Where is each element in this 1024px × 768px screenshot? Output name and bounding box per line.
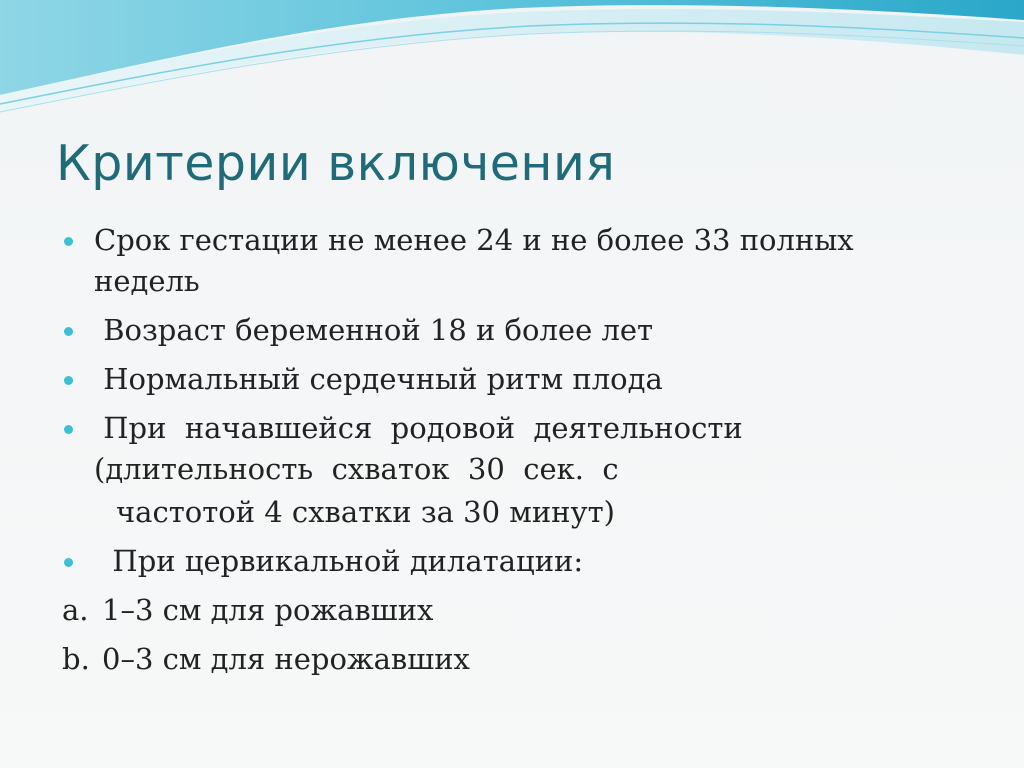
bullet-dot-icon bbox=[64, 237, 73, 246]
list-item bbox=[62, 408, 962, 490]
list-item-continuation: частотой 4 схватки за 30 минут) bbox=[116, 495, 615, 529]
bullet-dot-icon bbox=[64, 558, 73, 567]
bullet-dot-icon bbox=[64, 425, 73, 434]
list-item-text: Нормальный сердечный ритм плода bbox=[94, 362, 663, 396]
list-item bbox=[62, 310, 962, 351]
list-item bbox=[62, 541, 962, 582]
slide-title: Критерии включения bbox=[56, 135, 616, 192]
bullet-dot-icon bbox=[64, 327, 73, 336]
sub-item-text: 0–3 см для нерожавших bbox=[102, 642, 470, 676]
list-item bbox=[62, 220, 962, 302]
list-item-text: Срок гестации не менее 24 и не более 33 полных недель bbox=[94, 223, 854, 298]
bullet-dot-icon bbox=[64, 376, 73, 385]
sub-item-text: 1–3 см для рожавших bbox=[102, 593, 434, 627]
sub-item bbox=[62, 639, 962, 680]
header-wave-decoration bbox=[0, 0, 1024, 120]
list-item-text: При цервикальной дилатации: bbox=[94, 544, 584, 578]
list-item-text: При начавшейся родовой деятельности (длительность схваток 30 сек. с bbox=[94, 411, 752, 486]
list-item-text: Возраст беременной 18 и более лет bbox=[94, 313, 654, 347]
list-item bbox=[62, 359, 962, 400]
sub-item-marker: a. bbox=[62, 593, 89, 627]
criteria-list bbox=[62, 220, 962, 688]
sub-item bbox=[62, 590, 962, 631]
sub-item-marker: b. bbox=[62, 642, 90, 676]
